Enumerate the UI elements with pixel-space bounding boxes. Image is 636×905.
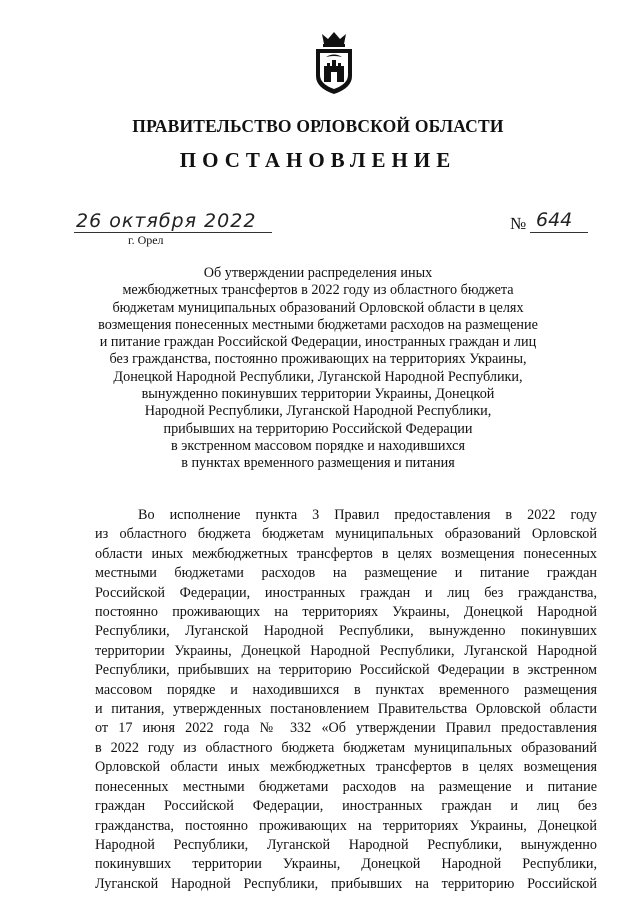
subject-line: межбюджетных трансфертов в 2022 году из областного бюджета	[122, 282, 514, 299]
body-line: территории Украины, Донецкой Народной Республики, Луганской Народной	[95, 642, 597, 659]
body-line: понесенных местными бюджетами расходов на размещение и питание	[95, 778, 597, 795]
subject-line: без гражданства, постоянно проживающих на территориях Украины,	[109, 351, 527, 368]
document-subject	[60, 265, 576, 473]
body-line: Российской Федерации, иностранных граждан и лиц без гражданства,	[95, 584, 597, 601]
body-line: гражданства, постоянно проживающих на территориях Украины, Донецкой	[95, 817, 597, 834]
body-line: от 17 июня 2022 года № 332 «Об утверждении Правил предоставления	[95, 720, 597, 737]
handwritten-number: 644	[536, 209, 573, 231]
city-label: г. Орел	[128, 233, 164, 247]
body-line: Республики, Луганской Народной Республики, вынужденно покинувших	[95, 623, 597, 640]
body-line: Народной Республики, Луганской Народной Республики, вынужденно	[95, 836, 597, 853]
body-line: массовом порядке и находившихся в пунктах временного размещения	[95, 681, 597, 698]
subject-line: в экстренном массовом порядке и находившихся	[171, 437, 465, 454]
number-label: №	[510, 214, 527, 233]
subject-line: в пунктах временного размещения и питания	[181, 455, 455, 472]
body-line: Луганской Народной Республики, прибывших на территорию Российской	[95, 875, 597, 892]
body-line: Республики, прибывших на территорию Российской Федерации в экстренном	[95, 662, 597, 679]
body-line: в 2022 году из областного бюджета бюджетам муниципальных образований	[95, 739, 597, 756]
body-line: области иных межбюджетных трансфертов в целях возмещения понесенных	[95, 545, 597, 562]
subject-line: и питание граждан Российской Федерации, иностранных граждан и лиц	[99, 334, 537, 351]
body-line: покинувших территории Украины, Донецкой Народной Республики,	[95, 856, 597, 873]
body-line: местными бюджетами расходов на размещение и питание граждан	[95, 565, 597, 582]
document-type-title: ПОСТАНОВЛЕНИЕ	[179, 148, 457, 172]
subject-line: вынужденно покинувших территории Украины, Донецкой	[141, 386, 495, 403]
document-body	[95, 506, 597, 894]
subject-line: возмещения понесенных местными бюджетами расходов на размещение	[98, 316, 538, 333]
number-underline	[530, 232, 588, 233]
body-line: из областного бюджета бюджетам муниципальных образований Орловской	[95, 526, 597, 543]
body-line: Орловской области иных межбюджетных трансфертов в целях возмещения	[95, 759, 597, 776]
subject-line: бюджетам муниципальных образований Орловской области в целях	[112, 299, 524, 316]
handwritten-date: 26 октября 2022	[76, 210, 257, 232]
body-line: Во исполнение пункта 3 Правил предоставления в 2022 году	[138, 507, 597, 523]
organization-name: ПРАВИТЕЛЬСТВО ОРЛОВСКОЙ ОБЛАСТИ	[132, 116, 504, 136]
orel-oblast-coat-of-arms-icon	[312, 30, 356, 96]
subject-line: Об утверждении распределения иных	[203, 265, 433, 281]
body-line: и питания, утвержденных постановлением Правительства Орловской области	[95, 701, 597, 718]
body-line: постоянно проживающих на территориях Украины, Донецкой Народной	[95, 604, 597, 621]
subject-line: Народной Республики, Луганской Народной Республики,	[144, 403, 492, 420]
subject-line: прибывших на территорию Российской Федерации	[163, 420, 473, 437]
subject-line: Донецкой Народной Республики, Луганской Народной Республики,	[113, 368, 523, 385]
date-underline	[74, 232, 272, 233]
body-line: граждан Российской Федерации, иностранных граждан и лиц без	[95, 798, 597, 815]
